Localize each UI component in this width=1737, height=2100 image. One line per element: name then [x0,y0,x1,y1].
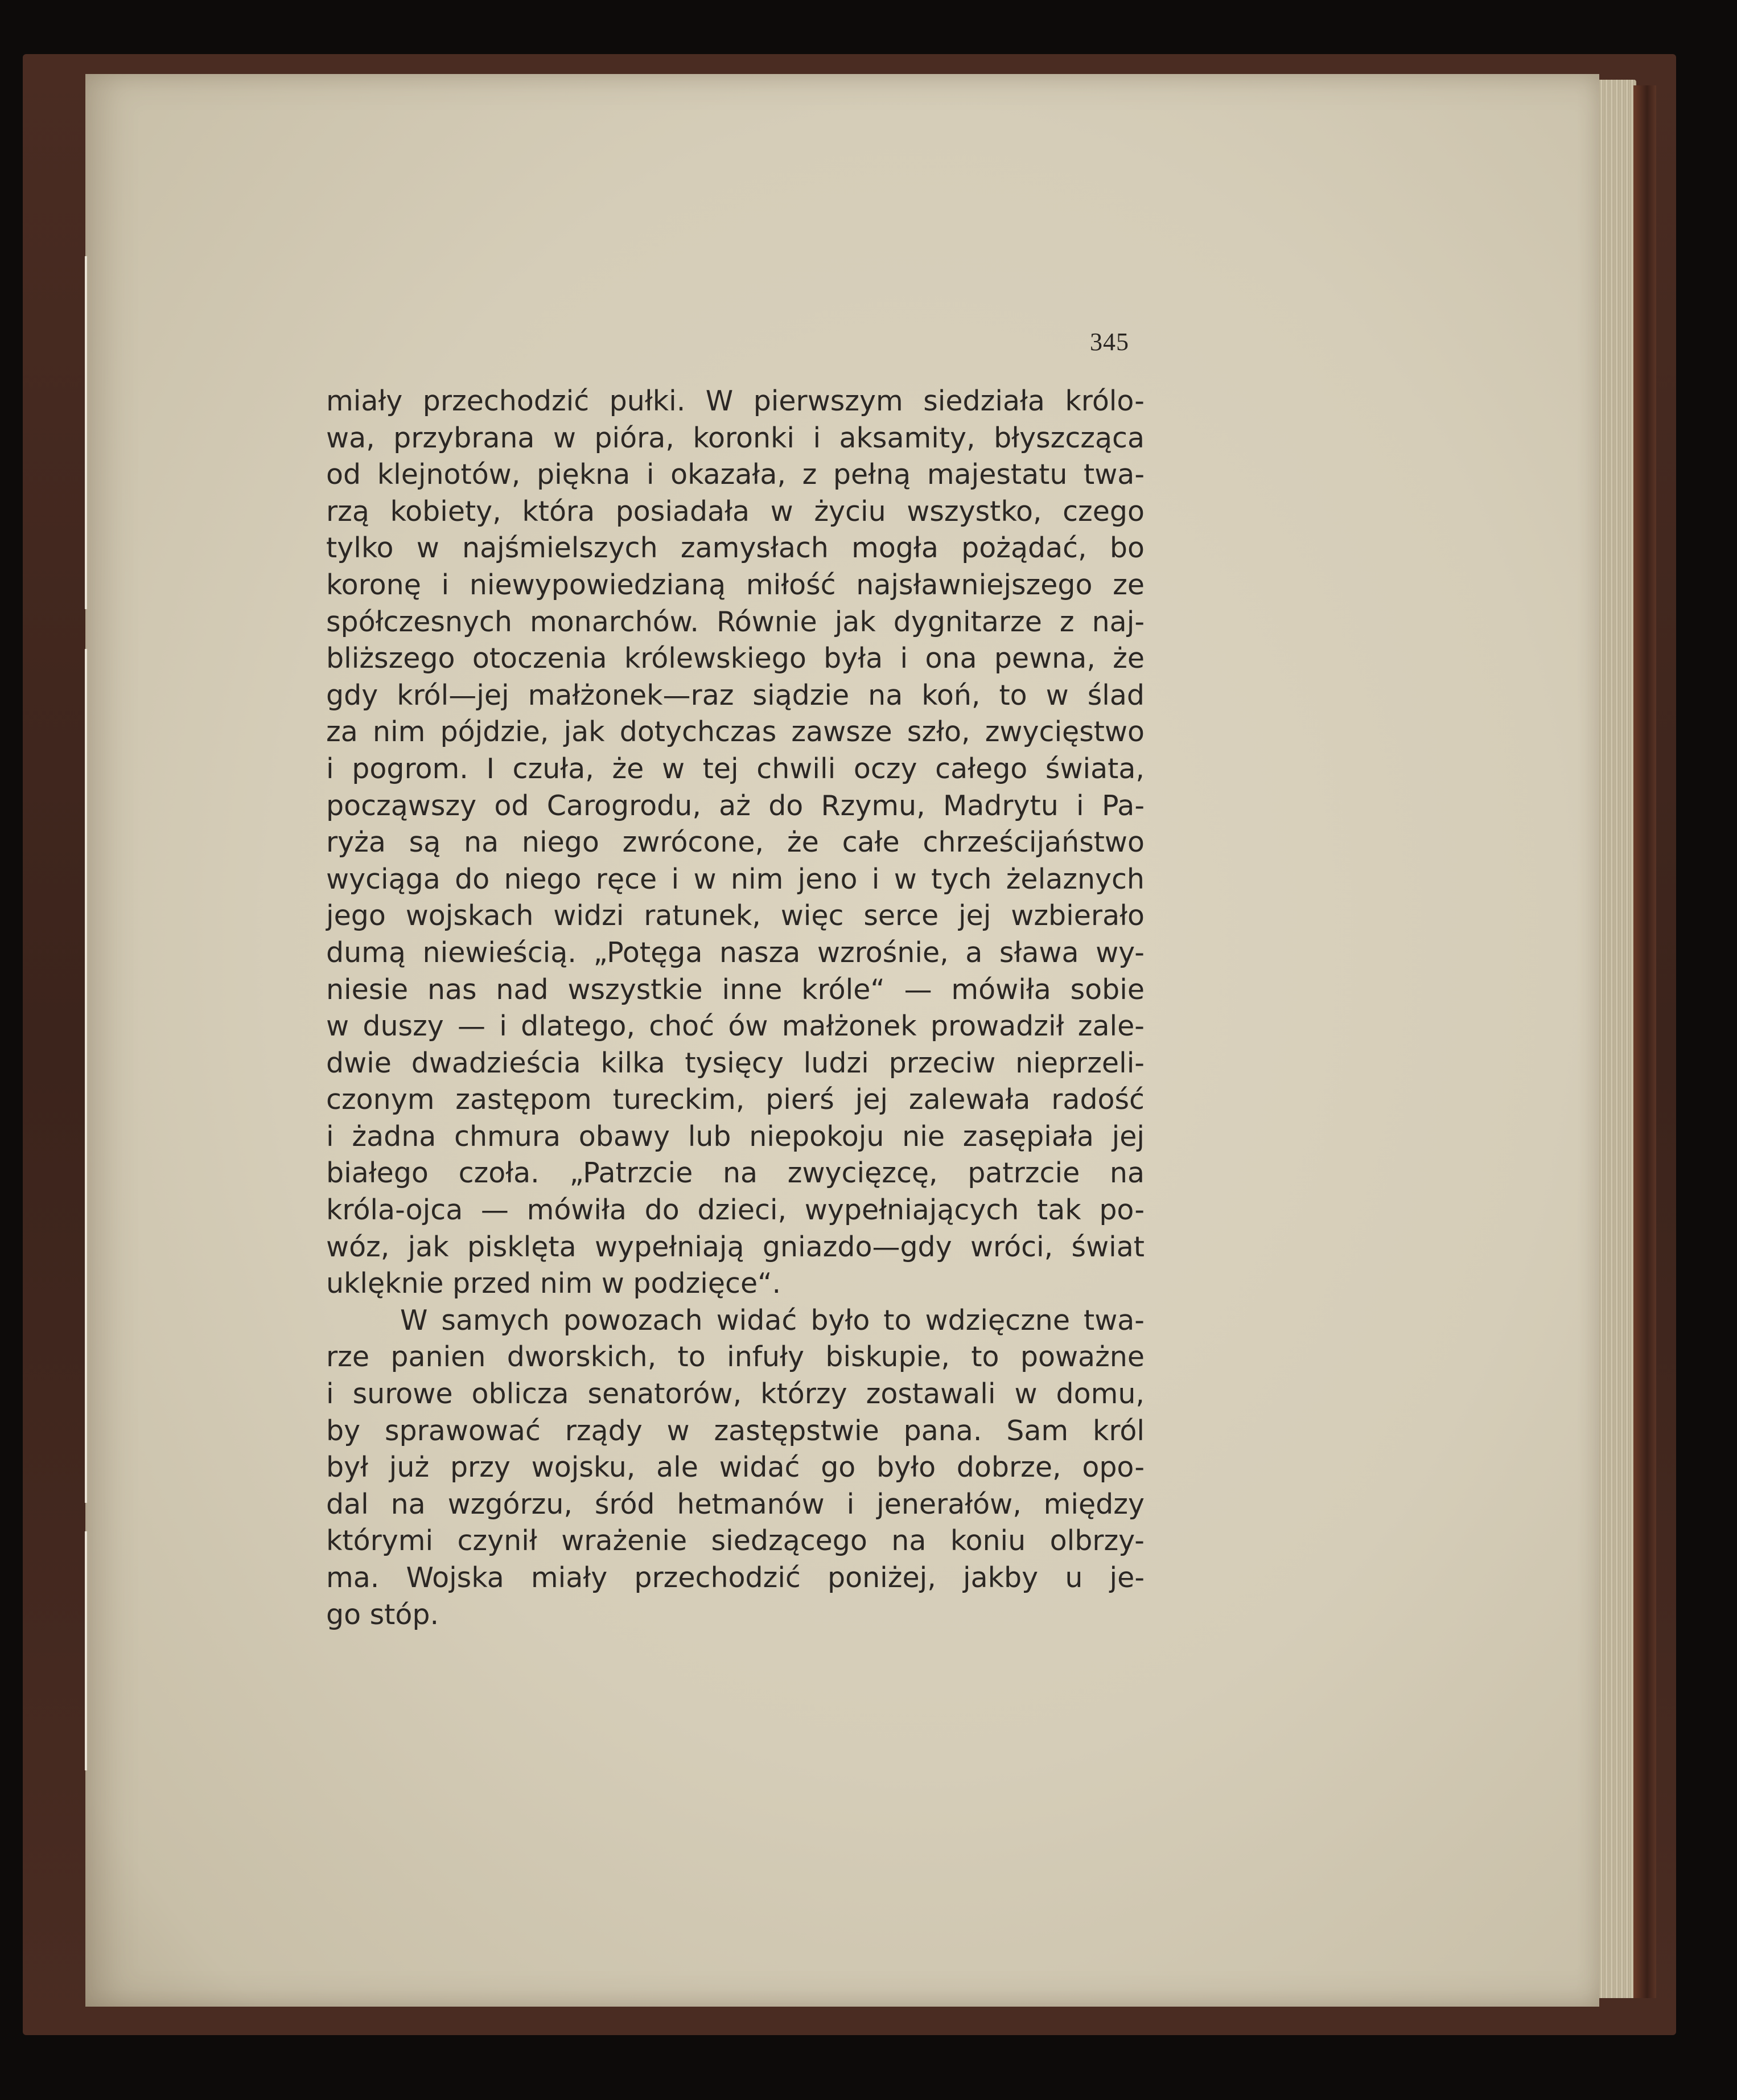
text-line: spółczesnych monarchów. Równie jak dygnitarze z naj- [326,605,1145,638]
text-line: i surowe oblicza senatorów, którzy zostawali w domu, [326,1378,1145,1411]
text-line: króla-ojca — mówiła do dzieci, wypełniających tak po- [326,1194,1145,1227]
text-line: miały przechodzić pułki. W pierwszym siedziała królo- [326,385,1145,417]
cover-spine-edge [1633,85,1656,1998]
text-line: za nim pójdzie, jak dotychczas zawsze szło, zwycięstwo [326,716,1145,749]
text-line: W samych powozach widać było to wdzięczne twa- [400,1304,1145,1337]
text-line: wa, przybrana w pióra, koronki i aksamity, błyszcząca [326,421,1145,454]
text-line: począwszy od Carogrodu, aż do Rzymu, Madrytu i Pa- [326,789,1145,822]
page-number: 345 [1090,328,1129,356]
text-line: wyciąga do niego ręce i w nim jeno i w tych żelaznych [326,862,1145,895]
text-line: jego wojskach widzi ratunek, więc serce jej wzbierało [326,899,1145,932]
text-line: koronę i niewypowiedzianą miłość najsławniejszego ze [326,568,1145,601]
text-line: wóz, jak pisklęta wypełniają gniazdo—gdy wróci, świat [326,1230,1145,1263]
text-line: rze panien dworskich, to infuły biskupie, to poważne [326,1341,1145,1374]
margin-mark [85,256,87,609]
text-line: ma. Wojska miały przechodzić poniżej, jakby u je- [326,1561,1145,1594]
text-line: tylko w najśmielszych zamysłach mogła pożądać, bo [326,532,1145,565]
text-line: w duszy — i dlatego, choć ów małżonek prowadził zale- [326,1010,1145,1043]
margin-mark [85,1531,87,1770]
text-line: gdy król—jej małżonek—raz siądzie na koń, to w ślad [326,679,1145,712]
text-line: bliższego otoczenia królewskiego była i ona pewna, że [326,642,1145,675]
text-line: białego czoła. „Patrzcie na zwycięzcę, patrzcie na [326,1157,1145,1190]
margin-mark [85,649,87,1503]
text-line: którymi czynił wrażenie siedzącego na koniu olbrzy- [326,1524,1145,1557]
body-text [326,383,1145,1633]
text-line: by sprawować rządy w zastępstwie pana. Sam król [326,1414,1145,1447]
text-line: i żadna chmura obawy lub niepokoju nie zasępiała jej [326,1120,1145,1153]
text-line: uklęknie przed nim w podzięce“. [326,1267,781,1300]
text-line: niesie nas nad wszystkie inne króle“ — mówiła sobie [326,973,1145,1006]
text-line: dumą niewieścią. „Potęga nasza wzrośnie, a sława wy- [326,936,1145,969]
text-line: czonym zastępom tureckim, pierś jej zalewała radość [326,1083,1145,1116]
text-line: od klejnotów, piękna i okazała, z pełną majestatu twa- [326,458,1145,491]
text-line: był już przy wojsku, ale widać go było dobrze, opo- [326,1451,1145,1484]
text-line: go stóp. [326,1598,439,1631]
text-line: dal na wzgórzu, śród hetmanów i jenerałów, między [326,1487,1145,1520]
text-line: ryża są na niego zwrócone, że całe chrześcijaństwo [326,826,1145,859]
text-line: dwie dwadzieścia kilka tysięcy ludzi przeciw nieprzeli- [326,1046,1145,1079]
text-line: rzą kobiety, która posiadała w życiu wszystko, czego [326,495,1145,528]
text-line: i pogrom. I czuła, że w tej chwili oczy całego świata, [326,752,1145,785]
